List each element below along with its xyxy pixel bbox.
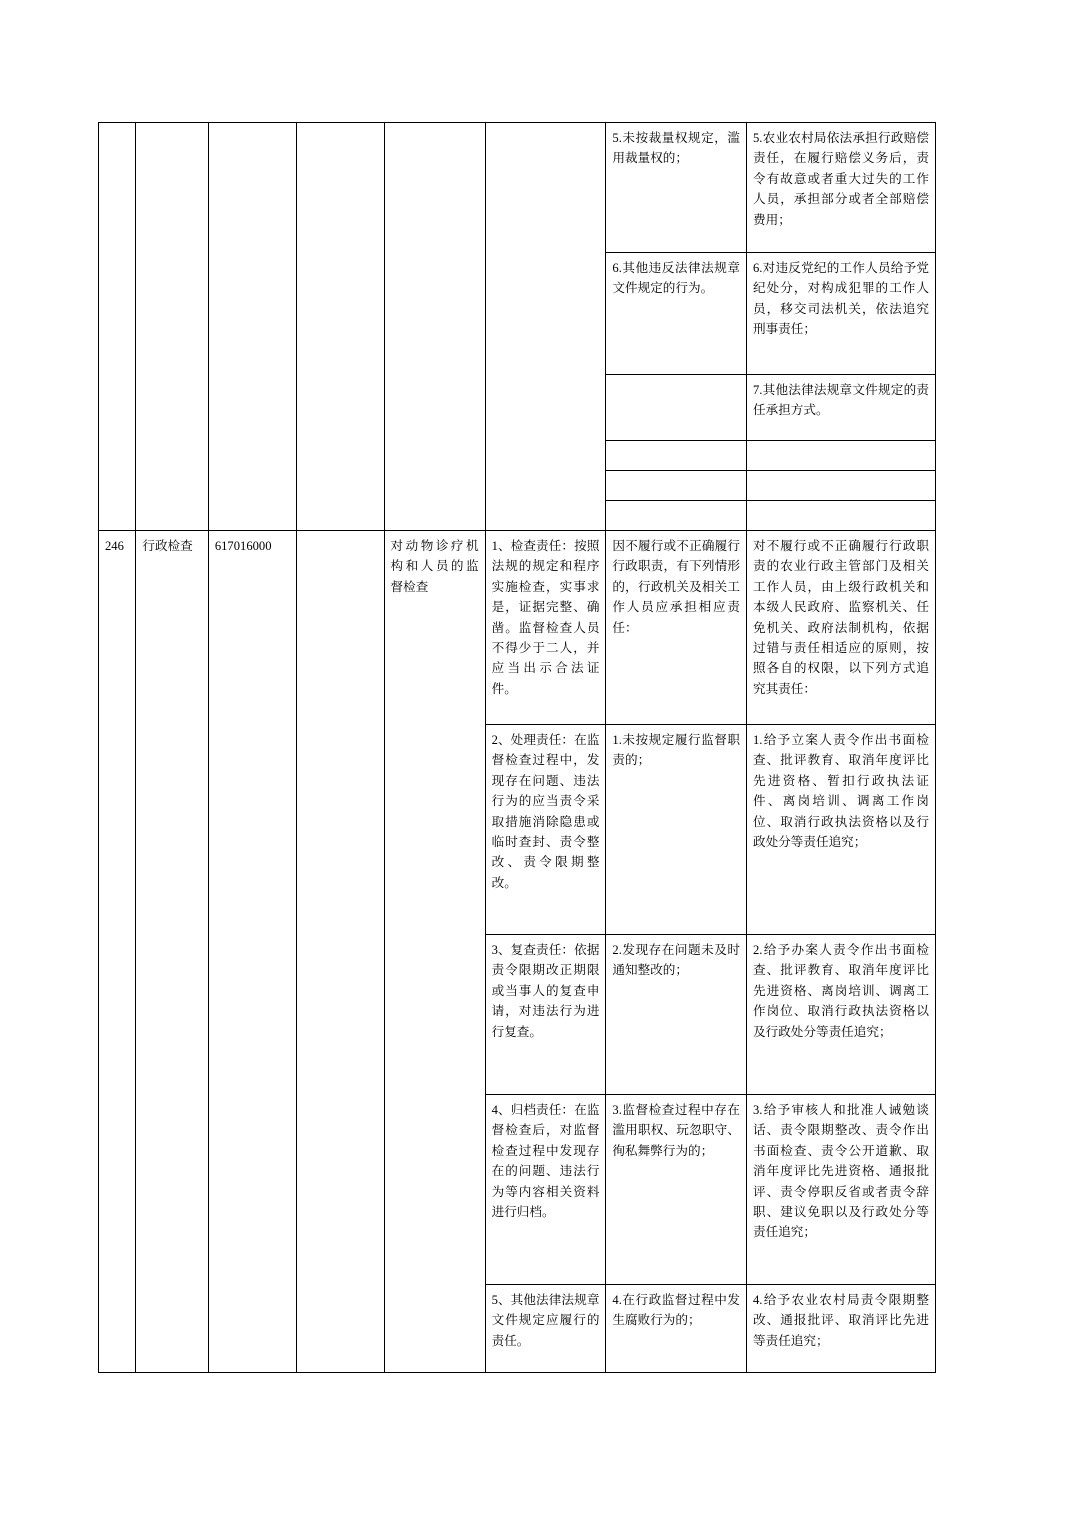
cell-responsibility: 4.给予农业农村局责令限期整改、通报批评、取消评比先进等责任追究； xyxy=(747,1285,936,1373)
cell-duty: 4、归档责任：在监督检查后，对监督检查过程中发现存在的问题、违法行为等内容相关资料进行归档。 xyxy=(485,1095,606,1285)
cell-duty: 1、检查责任：按照法规的规定和程序实施检查，实事求是，证据完整、确凿。监督检查人员不得少于二人，并应当出示合法证件。 xyxy=(485,531,606,725)
cell-responsibility xyxy=(747,501,936,531)
table-row xyxy=(99,531,936,725)
cell-condition xyxy=(606,441,747,471)
cell-condition: 2.发现存在问题未及时通知整改的； xyxy=(606,935,747,1095)
cell-responsibility: 1.给予立案人责令作出书面检查、批评教育、取消年度评比先进资格、暂扣行政执法证件、离岗培训、调离工作岗位、取消行政执法资格以及行政处分等责任追究； xyxy=(747,725,936,935)
cell-power-type: 行政检查 xyxy=(136,531,208,1373)
cell-number xyxy=(99,123,136,531)
cell-responsibility: 6.对违反党纪的工作人员给予党纪处分，对构成犯罪的工作人员，移交司法机关，依法追究刑事责任； xyxy=(747,253,936,375)
cell-condition: 1.未按规定履行监督职责的； xyxy=(606,725,747,935)
cell-condition xyxy=(606,375,747,441)
cell-duty: 5、其他法律法规章文件规定应履行的责任。 xyxy=(485,1285,606,1373)
cell-duty: 3、复查责任：依据责令限期改正期限或当事人的复查申请，对违法行为进行复查。 xyxy=(485,935,606,1095)
cell-power-name: 对动物诊疗机构和人员的监督检查 xyxy=(384,531,485,1373)
cell-number: 246 xyxy=(99,531,136,1373)
cell-condition: 6.其他违反法律法规章文件规定的行为。 xyxy=(606,253,747,375)
cell-power-type xyxy=(136,123,208,531)
cell-condition xyxy=(606,501,747,531)
cell-responsibility: 对不履行或不正确履行行政职责的农业行政主管部门及相关工作人员，由上级行政机关和本级人民政府、监察机关、任免机关、政府法制机构，依据过错与责任相适应的原则，按照各自的权限，以下列方式追究其责任： xyxy=(747,531,936,725)
cell-condition: 4.在行政监督过程中发生腐败行为的； xyxy=(606,1285,747,1373)
cell-responsibility xyxy=(747,471,936,501)
cell-condition: 3.监督检查过程中存在滥用职权、玩忽职守、徇私舞弊行为的； xyxy=(606,1095,747,1285)
cell-responsibility: 2.给予办案人责令作出书面检查、批评教育、取消年度评比先进资格、离岗培训、调离工作岗位、取消行政执法资格以及行政处分等责任追究； xyxy=(747,935,936,1095)
cell-power-name xyxy=(384,123,485,531)
cell-responsibility: 5.农业农村局依法承担行政赔偿责任，在履行赔偿义务后，责令有故意或者重大过失的工作人员，承担部分或者全部赔偿费用； xyxy=(747,123,936,253)
cell-power-code: 617016000 xyxy=(208,531,296,1373)
cell-duty: 2、处理责任：在监督检查过程中，发现存在问题、违法行为的应当责令采取措施消除隐患或临时查封、责令整改、责令限期整改。 xyxy=(485,725,606,935)
cell-power-code xyxy=(208,123,296,531)
cell-condition: 因不履行或不正确履行行政职责，有下列情形的，行政机关及相关工作人员应承担相应责任： xyxy=(606,531,747,725)
cell-responsibility: 3.给予审核人和批准人诫勉谈话、责令限期整改、责令作出书面检查、责令公开道歉、取消年度评比先进资格、通报批评、责令停职反省或者责令辞职、建议免职以及行政处分等责任追究； xyxy=(747,1095,936,1285)
cell-responsibility xyxy=(747,441,936,471)
cell-responsibility: 7.其他法律法规章文件规定的责任承担方式。 xyxy=(747,375,936,441)
responsibility-table xyxy=(98,122,936,1373)
cell-subject xyxy=(296,531,384,1373)
cell-duty xyxy=(485,123,606,531)
cell-subject xyxy=(296,123,384,531)
table-row xyxy=(99,123,936,253)
cell-condition: 5.未按裁量权规定，滥用裁量权的； xyxy=(606,123,747,253)
cell-condition xyxy=(606,471,747,501)
